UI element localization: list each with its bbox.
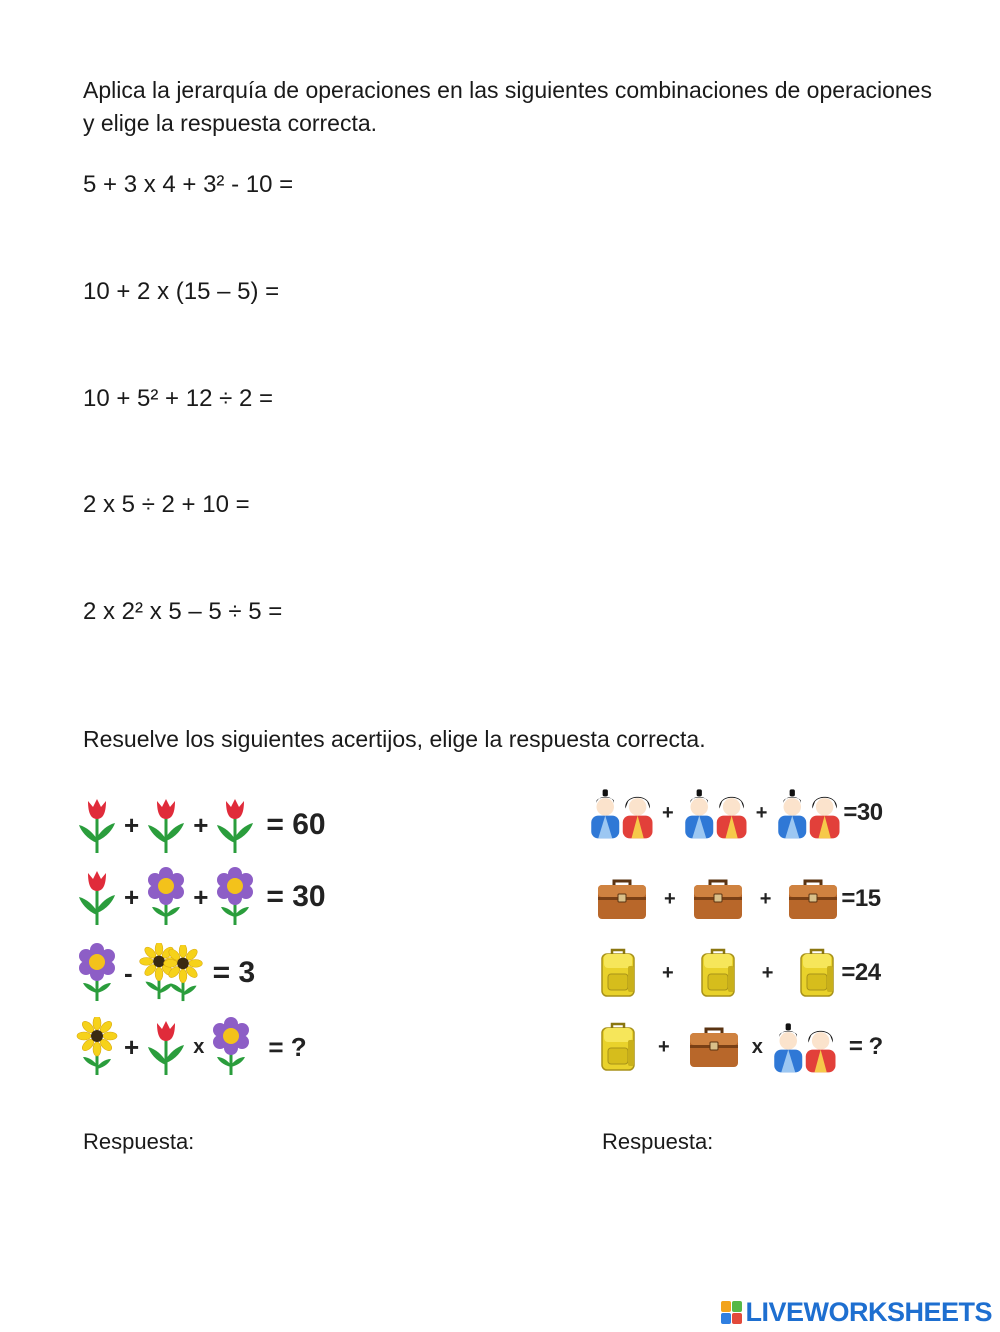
purple-flower-icon (145, 867, 187, 927)
operator: + (761, 961, 774, 984)
operator: - (124, 957, 133, 988)
operator: + (662, 961, 674, 984)
puzzle-result: = 30 (266, 880, 326, 913)
tulip-icon (76, 795, 118, 855)
puzzle-row (596, 942, 881, 1004)
operator: + (124, 1031, 140, 1062)
tulip-icon (214, 795, 256, 855)
operator: + (193, 881, 209, 912)
operator: + (759, 887, 772, 910)
tulip-icon (76, 867, 118, 927)
backpack-icon (696, 948, 740, 998)
answer-label-left: Respuesta: (83, 1129, 195, 1154)
expression-1: 5 + 3 x 4 + 3² - 10 = (83, 171, 294, 198)
backpack-icon (795, 948, 839, 998)
expression-3: 10 + 5² + 12 ÷ 2 = (83, 385, 273, 412)
operator: x (193, 1035, 205, 1058)
tulip-icon (145, 795, 187, 855)
operator: + (124, 809, 140, 840)
puzzle-result: =30 (843, 799, 883, 826)
puzzle-row (596, 1016, 883, 1078)
operator: + (662, 801, 674, 824)
sunflower-icon (163, 945, 203, 1003)
briefcase-icon (596, 877, 648, 921)
riddles-heading: Resuelve los siguientes acertijos, elige la respuesta correcta. (83, 726, 706, 752)
dolls-icon (769, 1019, 839, 1075)
puzzle-row (596, 868, 881, 930)
purple-flower-icon (210, 1017, 252, 1077)
sunflower-pair-icon (139, 943, 203, 1003)
briefcase-icon (787, 877, 839, 921)
dolls-icon (586, 785, 656, 841)
puzzle-row (586, 782, 883, 844)
instructions-line-2: y elige la respuesta correcta. (83, 110, 378, 136)
purple-flower-icon (76, 943, 118, 1003)
operator: + (124, 881, 140, 912)
expression-2: 10 + 2 x (15 – 5) = (83, 278, 280, 305)
backpack-icon (596, 948, 640, 998)
liveworksheets-logo (721, 1297, 992, 1328)
briefcase-icon (692, 877, 744, 921)
sunflower-icon (76, 1017, 118, 1077)
puzzle-result: = ? (848, 1033, 883, 1060)
dolls-icon (680, 785, 750, 841)
expression-4: 2 x 5 ÷ 2 + 10 = (83, 491, 250, 518)
puzzle-row (76, 866, 326, 928)
puzzle-result: =24 (841, 959, 881, 986)
backpack-icon (596, 1022, 640, 1072)
logo-mark-icon (721, 1301, 742, 1324)
puzzle-row (76, 1016, 307, 1078)
expression-5: 2 x 2² x 5 – 5 ÷ 5 = (83, 598, 283, 625)
tulip-icon (145, 1017, 187, 1077)
puzzle-result: = 3 (212, 956, 256, 989)
instructions (83, 74, 963, 140)
answer-label-right: Respuesta: (602, 1129, 714, 1154)
operator: + (193, 809, 209, 840)
dolls-icon (773, 785, 843, 841)
puzzle-row (76, 794, 326, 856)
operator: + (658, 1035, 670, 1058)
operator: x (751, 1035, 763, 1058)
puzzle-result: = 60 (266, 808, 326, 841)
briefcase-icon (688, 1025, 740, 1069)
puzzle-row (76, 942, 255, 1004)
puzzle-result: = ? (268, 1031, 307, 1062)
instructions-line-1: Aplica la jerarquía de operaciones en las siguientes combinaciones de operaciones (83, 77, 932, 103)
operator: + (664, 887, 676, 910)
puzzle-result: =15 (841, 885, 881, 912)
brand-name: LIVEWORKSHEETS (745, 1297, 992, 1327)
purple-flower-icon (214, 867, 256, 927)
operator: + (755, 801, 768, 824)
